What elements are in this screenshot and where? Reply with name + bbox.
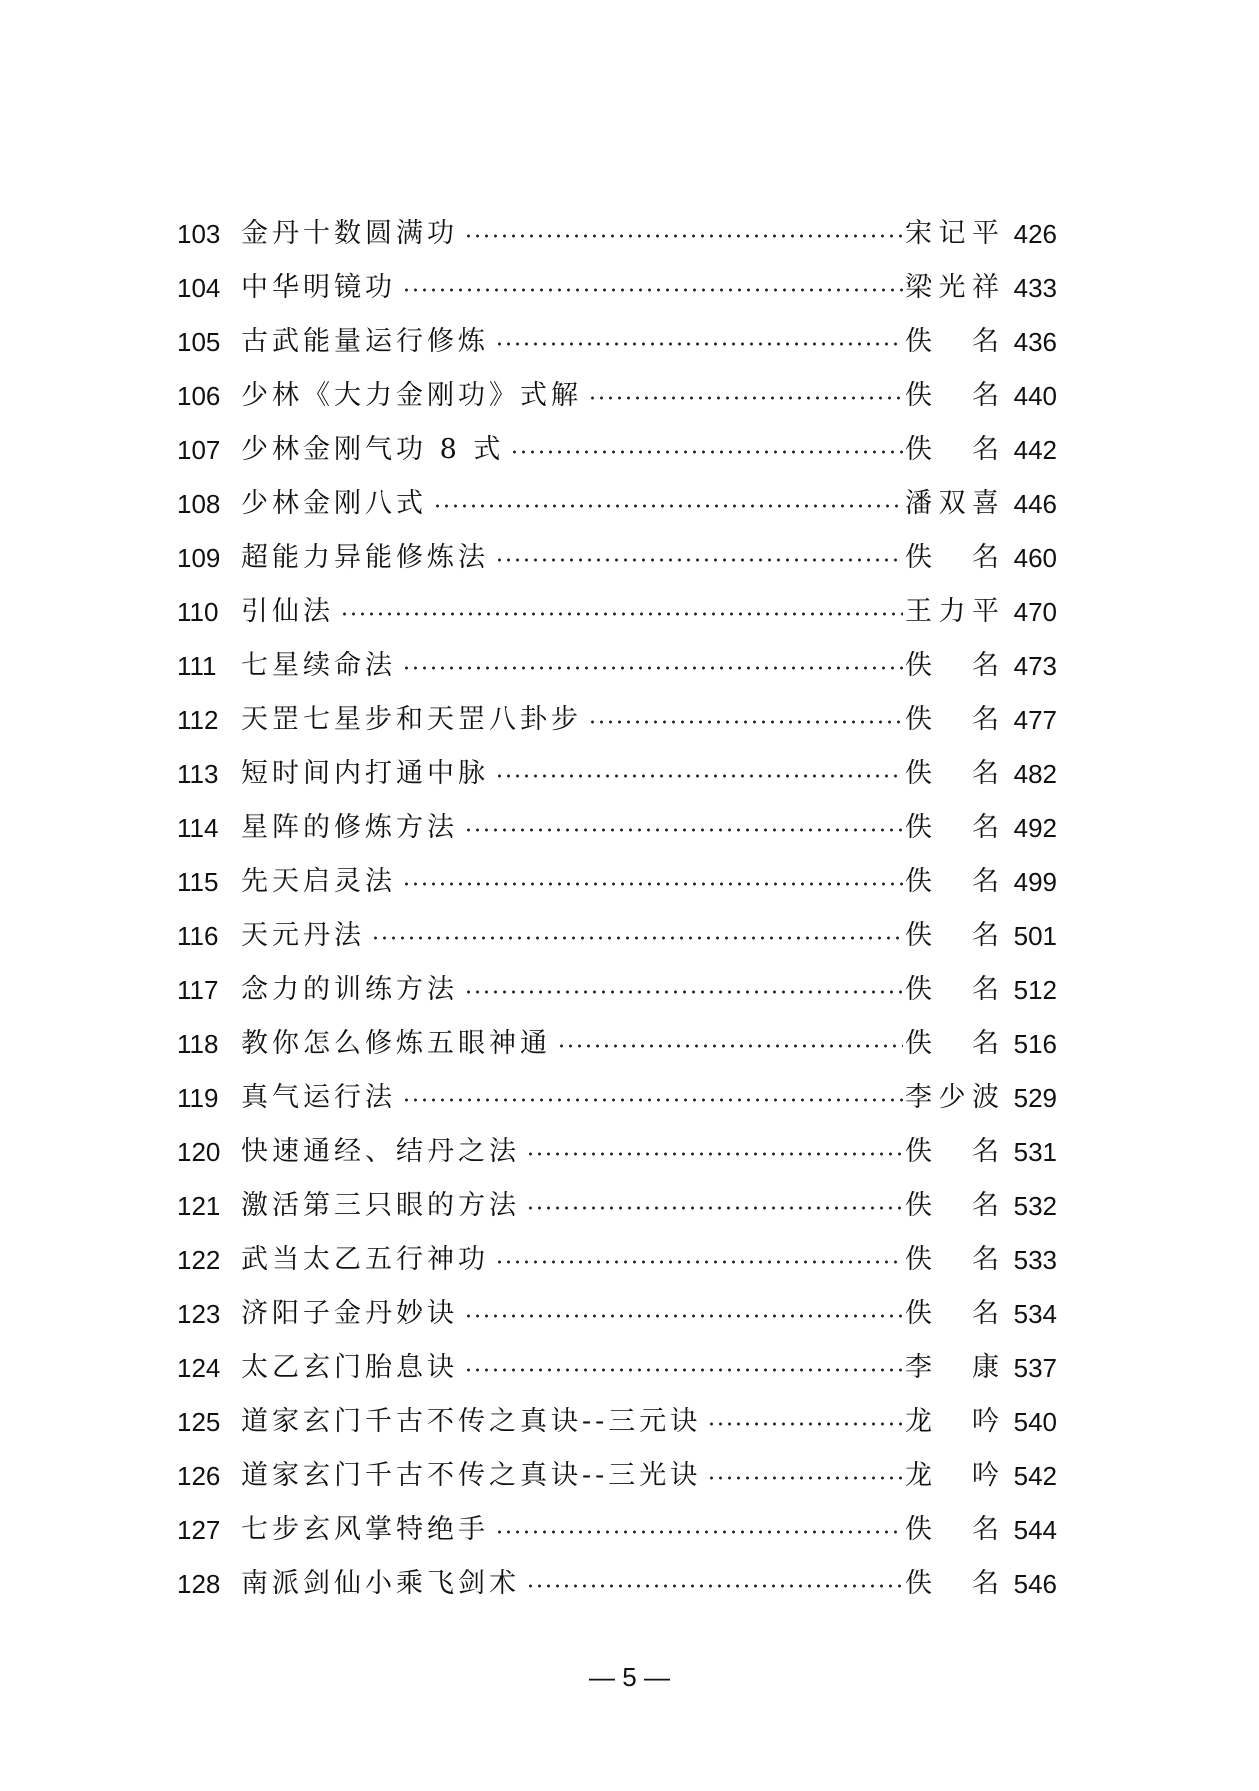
dot-leader [588,720,903,724]
author-char: 龙 [905,1460,932,1491]
dot-leader [588,396,903,400]
toc-entry [177,1017,1057,1071]
dot-leader [402,288,903,292]
entry-page: 482 [1013,759,1057,789]
entry-number: 128 [177,1569,221,1599]
entry-number: 112 [177,705,219,735]
entry-page: 540 [1013,1407,1057,1437]
table-of-contents [177,207,1057,1611]
entry-author [905,315,999,369]
entry-number: 117 [177,975,219,1005]
author-char: 名 [972,1136,999,1167]
dot-leader [464,990,903,994]
entry-author [905,1125,999,1179]
dot-leader [464,1314,903,1318]
entry-number: 107 [177,435,221,465]
author-char: 吟 [972,1460,999,1491]
author-char: 名 [972,1298,999,1329]
author-char: 名 [972,812,999,843]
entry-page: 492 [1013,813,1057,843]
author-char: 名 [972,758,999,789]
entry-page: 516 [1013,1029,1057,1059]
author-char: 双 [938,488,966,519]
entry-number: 113 [177,759,219,789]
entry-title: 七步玄风掌特绝手 [241,1514,489,1545]
toc-entry [177,477,1057,531]
entry-title: 武当太乙五行神功 [241,1244,489,1275]
author-char: 王 [905,596,932,627]
entry-author [905,1557,999,1611]
dot-leader [707,1422,903,1426]
entry-title: 道家玄门千古不传之真诀--三元诀 [241,1406,702,1437]
entry-number: 108 [177,489,221,519]
author-char: 李 [905,1352,932,1383]
toc-entry [177,585,1057,639]
entry-author [905,1395,999,1449]
dot-leader [433,504,903,508]
author-char: 名 [972,380,999,411]
entry-page: 460 [1013,543,1057,573]
dot-leader [495,558,903,562]
toc-entry [177,1341,1057,1395]
toc-entry [177,909,1057,963]
author-char: 名 [972,1244,999,1275]
author-char: 佚 [905,758,932,789]
author-char: 佚 [905,1298,932,1329]
entry-author [905,747,999,801]
entry-title: 真气运行法 [241,1082,396,1113]
author-char: 佚 [905,1190,932,1221]
author-char: 康 [972,1352,999,1383]
entry-number: 106 [177,381,221,411]
author-char: 名 [972,1190,999,1221]
author-char: 光 [938,272,966,303]
entry-page: 532 [1013,1191,1057,1221]
dot-leader [526,1206,903,1210]
entry-author [905,963,999,1017]
entry-page: 533 [1013,1245,1057,1275]
entry-page: 433 [1013,273,1057,303]
author-char: 名 [972,542,999,573]
toc-entry [177,1449,1057,1503]
dot-leader [464,1368,903,1372]
toc-entry [177,693,1057,747]
dot-leader [402,882,903,886]
author-char: 波 [972,1082,999,1113]
page-number: — 5 — [589,1662,670,1692]
author-char: 佚 [905,812,932,843]
entry-page: 426 [1013,219,1057,249]
entry-title: 少林《大力金刚功》式解 [241,380,582,411]
entry-number: 119 [177,1083,219,1113]
entry-title: 快速通经、结丹之法 [241,1136,520,1167]
toc-entry [177,1179,1057,1233]
entry-author [905,1503,999,1557]
author-char: 少 [938,1082,966,1113]
entry-number: 127 [177,1515,221,1545]
author-char: 佚 [905,542,932,573]
entry-number: 121 [177,1191,221,1221]
author-char: 名 [972,974,999,1005]
entry-author [905,477,999,531]
toc-entry [177,855,1057,909]
toc-entry [177,1287,1057,1341]
author-char: 宋 [905,218,932,249]
entry-page: 473 [1013,651,1057,681]
entry-title: 超能力异能修炼法 [241,542,489,573]
entry-title: 先天启灵法 [241,866,396,897]
dot-leader [371,936,903,940]
entry-title: 教你怎么修炼五眼神通 [241,1028,551,1059]
entry-number: 120 [177,1137,221,1167]
author-char: 李 [905,1082,932,1113]
entry-title: 济阳子金丹妙诀 [241,1298,458,1329]
author-char: 名 [972,866,999,897]
entry-number: 103 [177,219,221,249]
entry-page: 542 [1013,1461,1057,1491]
entry-author [905,531,999,585]
entry-author [905,1233,999,1287]
entry-author [905,693,999,747]
toc-entry [177,1125,1057,1179]
author-char: 名 [972,326,999,357]
entry-number: 123 [177,1299,221,1329]
author-char: 佚 [905,704,932,735]
entry-author [905,207,999,261]
author-char: 佚 [905,1136,932,1167]
entry-author [905,855,999,909]
author-char: 喜 [972,488,999,519]
toc-entry [177,369,1057,423]
entry-page: 442 [1013,435,1057,465]
entry-title: 金丹十数圆满功 [241,218,458,249]
toc-entry [177,801,1057,855]
entry-author [905,369,999,423]
author-char: 龙 [905,1406,932,1437]
entry-page: 501 [1013,921,1057,951]
entry-author [905,1071,999,1125]
dot-leader [526,1584,903,1588]
entry-number: 118 [177,1029,219,1059]
entry-author [905,423,999,477]
entry-page: 470 [1013,597,1057,627]
entry-number: 115 [177,867,219,897]
author-char: 佚 [905,1028,932,1059]
entry-title: 天罡七星步和天罡八卦步 [241,704,582,735]
entry-page: 546 [1013,1569,1057,1599]
entry-number: 105 [177,327,221,357]
dot-leader [495,774,903,778]
author-char: 梁 [905,272,932,303]
dot-leader [495,342,903,346]
entry-title: 引仙法 [241,596,334,627]
author-char: 名 [972,650,999,681]
entry-number: 114 [177,813,219,843]
author-char: 名 [972,920,999,951]
entry-author [905,1449,999,1503]
toc-entry [177,423,1057,477]
entry-number: 124 [177,1353,221,1383]
entry-number: 111 [177,651,217,681]
entry-number: 109 [177,543,221,573]
entry-page: 534 [1013,1299,1057,1329]
entry-title: 古武能量运行修炼 [241,326,489,357]
entry-number: 116 [177,921,219,951]
entry-author [905,585,999,639]
toc-entry [177,639,1057,693]
entry-page: 499 [1013,867,1057,897]
entry-number: 104 [177,273,221,303]
author-char: 佚 [905,650,932,681]
entry-author [905,261,999,315]
author-char: 记 [938,218,966,249]
author-char: 佚 [905,974,932,1005]
entry-author [905,909,999,963]
entry-title: 天元丹法 [241,920,365,951]
toc-entry [177,531,1057,585]
author-char: 名 [972,1028,999,1059]
entry-page: 529 [1013,1083,1057,1113]
dot-leader [402,666,903,670]
entry-author [905,1341,999,1395]
toc-entry [177,1503,1057,1557]
author-char: 佚 [905,866,932,897]
entry-title: 少林金刚气功 8 式 [241,434,505,465]
author-char: 名 [972,1568,999,1599]
entry-title: 中华明镜功 [241,272,396,303]
dot-leader [510,450,903,454]
entry-number: 122 [177,1245,221,1275]
entry-page: 477 [1013,705,1057,735]
entry-page: 512 [1013,975,1057,1005]
toc-entry [177,1233,1057,1287]
author-char: 吟 [972,1406,999,1437]
author-char: 名 [972,1514,999,1545]
toc-entry [177,1557,1057,1611]
dot-leader [340,612,903,616]
entry-page: 436 [1013,327,1057,357]
author-char: 名 [972,434,999,465]
toc-entry [177,963,1057,1017]
toc-entry [177,747,1057,801]
dot-leader [526,1152,903,1156]
entry-author [905,1017,999,1071]
entry-page: 544 [1013,1515,1057,1545]
entry-title: 星阵的修炼方法 [241,812,458,843]
author-char: 佚 [905,1244,932,1275]
author-char: 平 [972,596,999,627]
dot-leader [464,828,903,832]
author-char: 名 [972,704,999,735]
entry-title: 七星续命法 [241,650,396,681]
author-char: 佚 [905,920,932,951]
author-char: 潘 [905,488,932,519]
author-char: 祥 [972,272,999,303]
author-char: 平 [972,218,999,249]
dot-leader [495,1260,903,1264]
toc-entry [177,1071,1057,1125]
author-char: 力 [938,596,966,627]
dot-leader [402,1098,903,1102]
entry-author [905,639,999,693]
entry-title: 南派剑仙小乘飞剑术 [241,1568,520,1599]
entry-title: 太乙玄门胎息诀 [241,1352,458,1383]
entry-author [905,1287,999,1341]
entry-page: 537 [1013,1353,1057,1383]
entry-title: 短时间内打通中脉 [241,758,489,789]
author-char: 佚 [905,434,932,465]
entry-author [905,801,999,855]
entry-title: 激活第三只眼的方法 [241,1190,520,1221]
author-char: 佚 [905,1514,932,1545]
entry-number: 110 [177,597,219,627]
toc-entry [177,1395,1057,1449]
entry-number: 125 [177,1407,221,1437]
entry-title: 少林金刚八式 [241,488,427,519]
toc-entry [177,261,1057,315]
author-char: 佚 [905,1568,932,1599]
entry-title: 道家玄门千古不传之真诀--三光诀 [241,1460,702,1491]
dot-leader [495,1530,903,1534]
dot-leader [557,1044,903,1048]
dot-leader [707,1476,903,1480]
toc-entry [177,315,1057,369]
entry-page: 440 [1013,381,1057,411]
entry-author [905,1179,999,1233]
entry-title: 念力的训练方法 [241,974,458,1005]
author-char: 佚 [905,326,932,357]
entry-page: 446 [1013,489,1057,519]
entry-page: 531 [1013,1137,1057,1167]
dot-leader [464,234,903,238]
page-footer [0,1662,1259,1693]
author-char: 佚 [905,380,932,411]
toc-entry [177,207,1057,261]
entry-number: 126 [177,1461,221,1491]
